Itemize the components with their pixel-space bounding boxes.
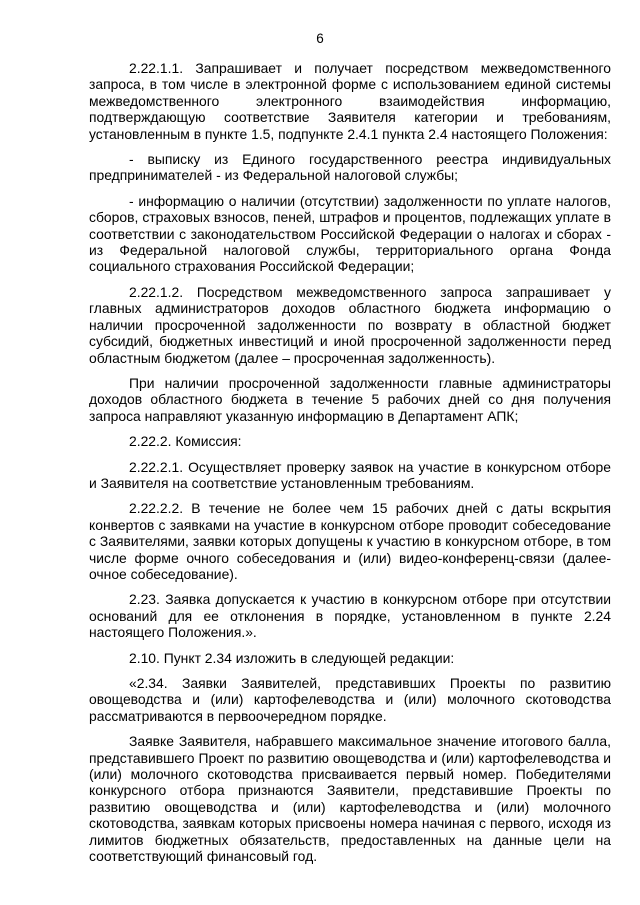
- paragraph: «2.34. Заявки Заявителей, представивших Проекты по развитию овощеводства и (или) картофелеводства и (или) молочного скотоводства рассматриваются в первоочередном порядке.: [89, 675, 611, 724]
- paragraph: 2.22.2. Комиссия:: [129, 433, 242, 450]
- paragraph: 2.22.2.1. Осуществляет проверку заявок на участие в конкурсном отборе и Заявителя на соответствие установленным требованиям.: [89, 458, 611, 491]
- paragraph: 2.22.1.2. Посредством межведомственного запроса запрашивает у главных администраторов доходов областного бюджета информацию о наличии просроченной задолженности по возврату в областной бюджет субсидий, бюджетных инвестиций и иной просроченной задолженности перед областным бюджетом (далее – просроченная задолженность).: [89, 283, 611, 366]
- paragraph: При наличии просроченной задолженности главные администраторы доходов областного бюджета в течение 5 рабочих дней со дня получения запроса направляют указанную информацию в Департамент АПК;: [89, 374, 611, 424]
- paragraph: 2.23. Заявка допускается к участию в конкурсном отборе при отсутствии оснований для ее отклонения в порядке, установленном в пункте 2.24 настоящего Положения.».: [89, 591, 611, 641]
- document-body: [89, 60, 611, 873]
- page-number: 6: [316, 31, 324, 46]
- paragraph: 2.22.2.2. В течение не более чем 15 рабочих дней с даты вскрытия конвертов с заявками на участие в конкурсном отборе проводит собеседование с Заявителями, заявки которых допущены к участию в конкурсном отборе, в том числе форме очного собеседования и (или) видео-конференц-связи (далее-очное собеседование).: [89, 500, 611, 582]
- paragraph: - информацию о наличии (отсутствии) задолженности по уплате налогов, сборов, страховых взносов, пеней, штрафов и процентов, подлежащих уплате в соответствии с законодательством Российской Федерации о налогах и сборах - из Федеральной налоговой службы, территориального органа Фонда социального страхования Российской Федерации;: [89, 192, 611, 275]
- paragraph: 2.10. Пункт 2.34 изложить в следующей редакции:: [129, 649, 455, 666]
- paragraph: Заявке Заявителя, набравшего максимальное значение итогового балла, представившего Проект по развитию овощеводства и (или) картофелеводства и (или) молочного скотоводства присваивается первый номер. Победителями конкурсного отбора признаются Заявители, представившие Проекты по развитию овощеводства и (или) картофелеводства и (или) молочного скотоводства, заявкам которых присвоены номера начиная с первого, исходя из лимитов бюджетных обязательств, предоставленных на данные цели на соответствующий финансовый год.: [89, 733, 611, 865]
- paragraph: 2.22.1.1. Запрашивает и получает посредством межведомственного запроса, в том числе в электронной форме с использованием единой системы межведомственного электронного взаимодействия информацию, подтверждающую соответствие Заявителя категории и требованиям, установленным в пункте 1.5, подпункте 2.4.1 пункта 2.4 настоящего Положения:: [89, 60, 611, 142]
- paragraph: - выписку из Единого государственного реестра индивидуальных предпринимателей - из Федеральной налоговой службы;: [89, 151, 611, 184]
